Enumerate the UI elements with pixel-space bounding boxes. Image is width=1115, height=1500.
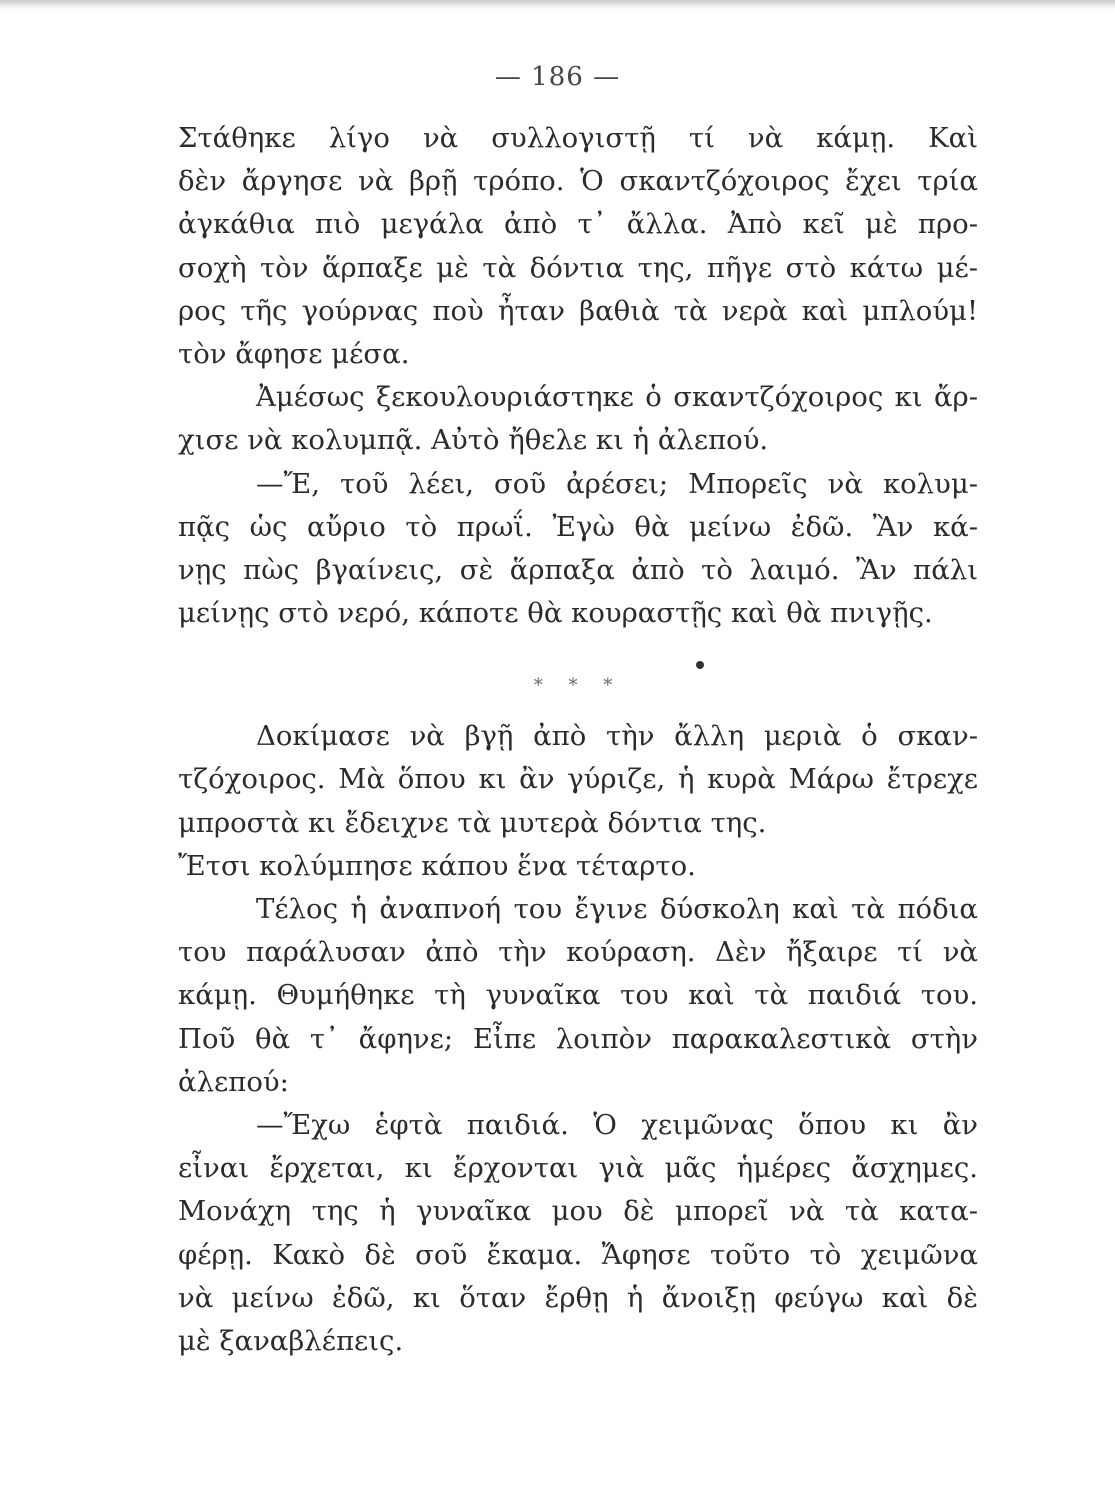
text-line: μείνῃς στὸ νερό, κάποτε θὰ κουραστῇς καὶ θὰ πνιγῇς.: [178, 597, 933, 630]
text-line: ρος τῆς γούρνας ποὺ ἦταν βαθιὰ τὰ νερὰ καὶ μπλούμ!: [178, 294, 978, 327]
page-number: — 186 —: [494, 62, 621, 92]
text-line: Ποῦ θὰ τ᾽ ἄφηνε; Εἶπε λοιπὸν παρακαλεστικὰ στὴν: [178, 1022, 978, 1055]
text-line: ἀγκάθια πιὸ μεγάλα ἀπὸ τ᾽ ἄλλα. Ἀπὸ κεῖ μὲ προ-: [178, 208, 978, 241]
text-line: δὲν ἄργησε νὰ βρῇ τρόπο. Ὁ σκαντζόχοιρος ἔχει τρία: [178, 165, 978, 198]
text-line: Στάθηκε λίγο νὰ συλλογιστῇ τί νὰ κάμῃ. Καὶ: [178, 122, 978, 154]
text-line: κάμῃ. Θυμήθηκε τὴ γυναῖκα του καὶ τὰ παιδιά του.: [178, 979, 978, 1012]
text-line: Τέλος ἡ ἀναπνοή του ἔγινε δύσκολη καὶ τὰ πόδια: [256, 893, 978, 925]
text-line: —Ἔχω ἑφτὰ παιδιά. Ὁ χειμῶνας ὅπου κι ἂν: [256, 1108, 978, 1141]
text-line: —Ἔ, τοῦ λέει, σοῦ ἀρέσει; Μπορεῖς νὰ κολυμ-: [256, 467, 978, 500]
text-line: τζόχοιρος. Μὰ ὅπου κι ἂν γύριζε, ἡ κυρὰ Μάρω ἔτρεχε: [178, 763, 978, 796]
text-line: νὰ μείνω ἐδῶ, κι ὅταν ἔρθῃ ἡ ἄνοιξῃ φεύγω καὶ δὲ: [178, 1281, 978, 1314]
text-line: Δοκίμασε νὰ βγῇ ἀπὸ τὴν ἄλλη μεριὰ ὁ σκαν-: [256, 720, 978, 753]
text-line: σοχὴ τὸν ἅρπαξε μὲ τὰ δόντια της, πῆγε στὸ κάτω μέ-: [178, 251, 978, 284]
text-line: Ἔτσι κολύμπησε κάπου ἕνα τέταρτο.: [178, 849, 696, 882]
section-separator: [178, 635, 978, 715]
page-top-edge: [0, 0, 1115, 10]
text-line: Μονάχη της ἡ γυναῖκα μου δὲ μπορεῖ νὰ τὰ κατα-: [178, 1195, 978, 1228]
ink-dot: [696, 661, 704, 669]
text-line: πᾷς ὡς αὔριο τὸ πρωΐ. Ἐγὼ θὰ μείνω ἐδῶ. Ἂν κά-: [178, 510, 978, 543]
asterism: * * *: [533, 675, 623, 697]
text-line: τὸν ἄφησε μέσα.: [178, 337, 410, 370]
text-line: μὲ ξαναβλέπεις.: [178, 1324, 404, 1357]
text-line: του παράλυσαν ἀπὸ τὴν κούραση. Δὲν ἤξαιρε τί νὰ: [178, 936, 978, 969]
page-text: [178, 117, 978, 1363]
text-line: Ἀμέσως ξεκουλουριάστηκε ὁ σκαντζόχοιρος κι ἄρ-: [256, 381, 978, 414]
text-line: χισε νὰ κολυμπᾷ. Αὐτὸ ἤθελε κι ἡ ἀλεπού.: [178, 424, 769, 457]
text-line: φέρῃ. Κακὸ δὲ σοῦ ἔκαμα. Ἄφησε τοῦτο τὸ χειμῶνα: [178, 1238, 978, 1271]
text-line: μπροστὰ κι ἔδειχνε τὰ μυτερὰ δόντια της.: [178, 806, 767, 839]
text-line: ἀλεπού:: [178, 1065, 289, 1098]
text-line: νῃς πὼς βγαίνεις, σὲ ἅρπαξα ἀπὸ τὸ λαιμό. Ἂν πάλι: [178, 553, 978, 586]
text-line: εἶναι ἔρχεται, κι ἔρχονται γιὰ μᾶς ἡμέρες ἄσχημες.: [178, 1152, 978, 1185]
